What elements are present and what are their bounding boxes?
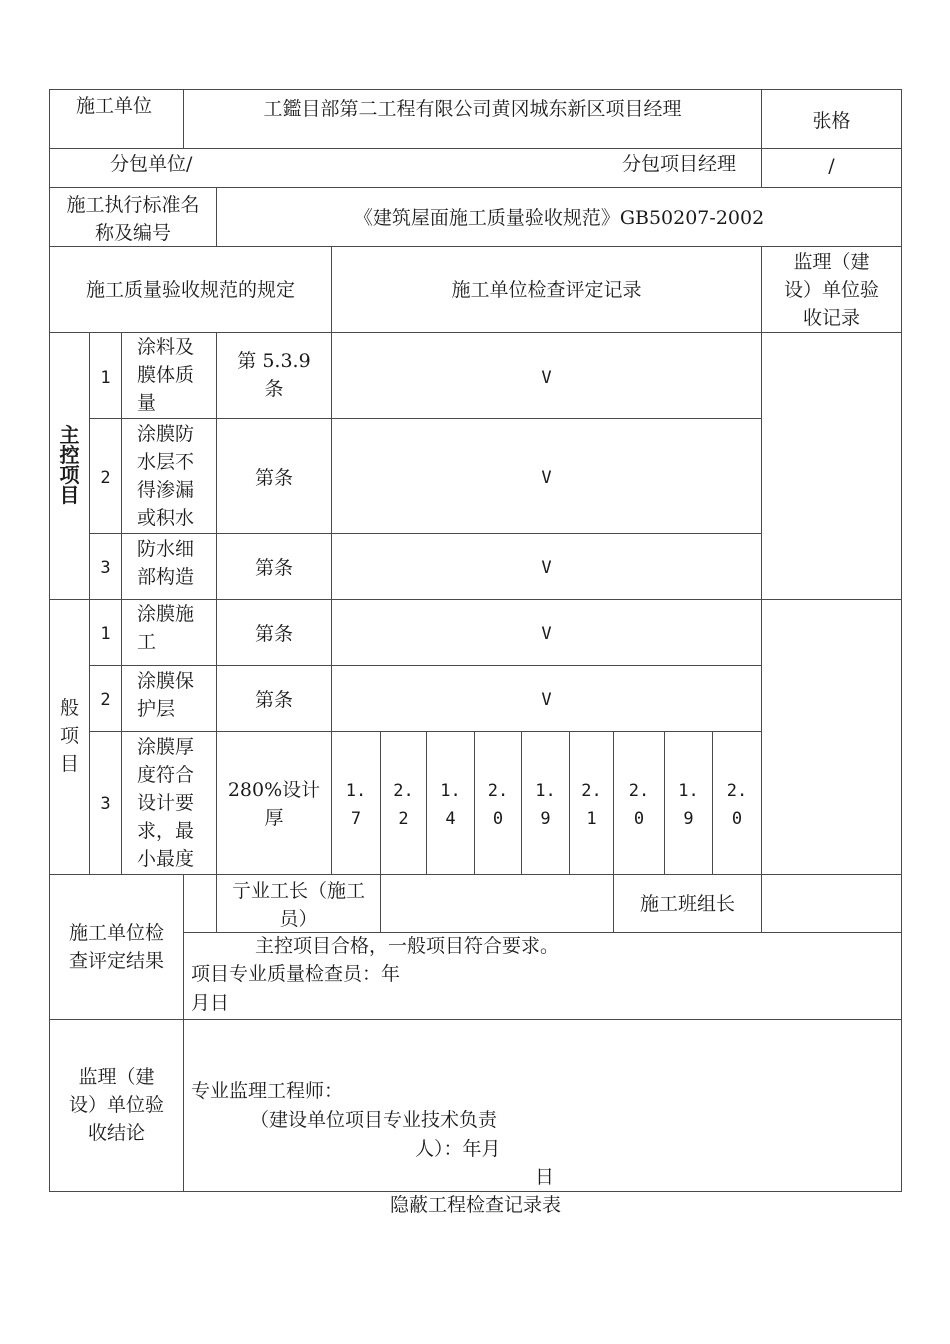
rule [121, 332, 122, 874]
main-group-char: 项 [59, 463, 80, 487]
clause [217, 686, 331, 714]
item-name [137, 667, 194, 723]
main-group-label [50, 425, 89, 505]
standard-label-line: 称及编号 [94, 222, 171, 244]
unit-value: 工鑑目部第二工程有限公司黄冈城东新区项目经理 [263, 98, 682, 120]
owner-representative-date: 人）：年月 [415, 1138, 501, 1160]
check-result-label-line: 查评定结果 [68, 950, 164, 972]
rule [49, 187, 902, 188]
item-name [137, 420, 194, 532]
item-name-line: 工 [137, 631, 157, 653]
check-result-label [50, 919, 183, 975]
check-result: V [541, 624, 552, 644]
clause-line: 条 [264, 378, 284, 400]
measurement-cell [522, 777, 569, 833]
record-column-header: 施工单位检查评定记录 [451, 279, 642, 301]
clause [217, 620, 331, 648]
supervision-label-line: 设）单位验 [68, 1094, 164, 1116]
clause [217, 776, 331, 832]
owner-representative-line: （建设单位项目专业技术负责 [250, 1109, 498, 1131]
foreman-label [217, 877, 380, 933]
row-number: 2 [100, 468, 111, 488]
measurement-cell [665, 777, 712, 833]
check-result-label-line: 施工单位检 [68, 922, 164, 944]
item-name-line: 小最度 [137, 848, 195, 870]
check-result-text: 主控项目合格，一般项目符合要求。 [255, 935, 560, 957]
row-number: 2 [100, 690, 111, 710]
row-number: 1 [100, 624, 111, 644]
item-name-line: 涂膜施 [137, 603, 195, 625]
general-group-char: 般 [59, 697, 79, 719]
foreman-label-line: 员） [279, 908, 318, 930]
rule [49, 874, 902, 875]
quality-inspector-line: 项目专业质量检查员：年 [191, 963, 401, 985]
item-name [137, 733, 194, 873]
supervise-header-line: 监理（建 [793, 251, 870, 273]
measurement-cell [427, 777, 474, 833]
rule [49, 89, 902, 90]
clause [217, 554, 331, 582]
item-name-line: 部构造 [137, 566, 195, 588]
clause-line: 厚 [264, 807, 284, 829]
supervision-day: 日 [535, 1166, 555, 1188]
rule [183, 874, 184, 1192]
standard-label [50, 191, 216, 247]
supervising-engineer-line: 专业监理工程师： [191, 1080, 344, 1102]
item-name-line: 量 [137, 392, 157, 414]
row-number: 3 [100, 558, 111, 578]
item-name-line: 涂膜保 [137, 670, 195, 692]
measurement-part: 2. [628, 781, 650, 801]
measurement-part: 1. [535, 781, 556, 801]
item-name-line: 膜体质 [137, 364, 195, 386]
supervise-header-line: 收记录 [802, 307, 860, 329]
rule [89, 665, 761, 666]
supervision-label-line: 收结论 [87, 1122, 145, 1144]
measurement-part: 9 [683, 809, 694, 829]
measurement-part: 2. [581, 781, 602, 801]
measurement-cell [614, 777, 664, 833]
row-number: 3 [100, 794, 111, 814]
rule [761, 731, 762, 933]
measurement-cell [381, 777, 426, 833]
supervision-label [50, 1063, 183, 1147]
measurement-part: 1. [678, 781, 699, 801]
item-name-line: 或积水 [137, 507, 195, 529]
measurement-cell [570, 777, 613, 833]
supervise-column-header [762, 248, 901, 332]
unit-label: 施工单位 [76, 95, 153, 117]
measurement-part: 7 [350, 809, 362, 829]
check-result: V [541, 558, 552, 578]
item-name-line: 得渗漏 [137, 479, 195, 501]
rule [89, 533, 761, 534]
check-result: V [541, 368, 552, 388]
general-group-label [50, 694, 89, 778]
supervision-label-line: 监理（建 [78, 1066, 155, 1088]
measurement-part: 2 [398, 809, 409, 829]
measurement-part: 0 [633, 809, 645, 829]
clause-line: 第 5.3.9 [237, 350, 311, 372]
rule [89, 418, 761, 419]
check-result: V [541, 468, 552, 488]
rule [49, 89, 50, 1192]
measurement-part: 2. [393, 781, 414, 801]
item-name-line: 度符合 [137, 764, 195, 786]
rule [89, 731, 761, 732]
item-name-line: 设计要 [137, 792, 195, 814]
clause-line: 第条 [254, 467, 293, 489]
clause-line: 第条 [254, 557, 293, 579]
row-number: 1 [100, 368, 111, 388]
rule [901, 89, 902, 1192]
measurement-part: 0 [492, 809, 504, 829]
spec-column-header: 施工质量验收规范的规定 [85, 279, 295, 301]
main-group-char: 目 [59, 483, 80, 507]
measurement-part: 2. [487, 781, 509, 801]
clause-line: 第条 [254, 623, 293, 645]
measurement-cell [475, 777, 521, 833]
item-name-line: 涂料及 [137, 336, 195, 358]
item-name [137, 333, 194, 417]
item-name-line: 求，最 [137, 820, 195, 842]
measurement-part: 2. [726, 781, 748, 801]
rule [49, 148, 902, 149]
standard-value: 《建筑屋面施工质量验收规范》GB50207-2002 [353, 207, 765, 229]
sub-unit-label: 分包单位/ [110, 153, 193, 175]
item-name-line: 护层 [137, 698, 176, 720]
team-leader-label: 施工班组长 [639, 893, 735, 915]
measurement-part: 9 [540, 809, 551, 829]
sub-manager-label: 分包项目经理 [622, 153, 737, 175]
sub-manager-value: / [828, 155, 835, 177]
date-line: 月日 [191, 992, 230, 1014]
foreman-label-line: 亍业工长（施工 [231, 880, 365, 902]
item-name [137, 600, 194, 656]
clause-line: 第条 [254, 689, 293, 711]
supervise-header-line: 设）单位验 [783, 279, 879, 301]
main-group-char: 控 [59, 443, 80, 467]
measurement-cell [332, 777, 380, 833]
document-caption: 隐蔽工程检查记录表 [389, 1194, 561, 1216]
item-name [137, 535, 194, 591]
measurement-part: 1 [586, 809, 597, 829]
measurement-part: 1. [345, 781, 367, 801]
general-group-char: 项 [59, 725, 79, 747]
item-name-line: 涂膜厚 [137, 736, 195, 758]
check-result: V [541, 690, 552, 710]
manager-name: 张格 [812, 110, 851, 132]
main-group-char: 主 [59, 423, 80, 447]
clause [217, 464, 331, 492]
measurement-part: 0 [731, 809, 743, 829]
general-group-char: 目 [59, 753, 79, 775]
measurement-part: 1. [440, 781, 461, 801]
item-name-line: 涂膜防 [137, 423, 195, 445]
clause [217, 347, 331, 403]
standard-label-line: 施工执行标准名 [66, 194, 200, 216]
clause-line: 280%设计 [227, 779, 321, 801]
rule [49, 1019, 902, 1020]
measurement-part: 4 [445, 809, 456, 829]
measurement-cell [713, 777, 761, 833]
item-name-line: 防水细 [137, 538, 195, 560]
item-name-line: 水层不 [137, 451, 195, 473]
